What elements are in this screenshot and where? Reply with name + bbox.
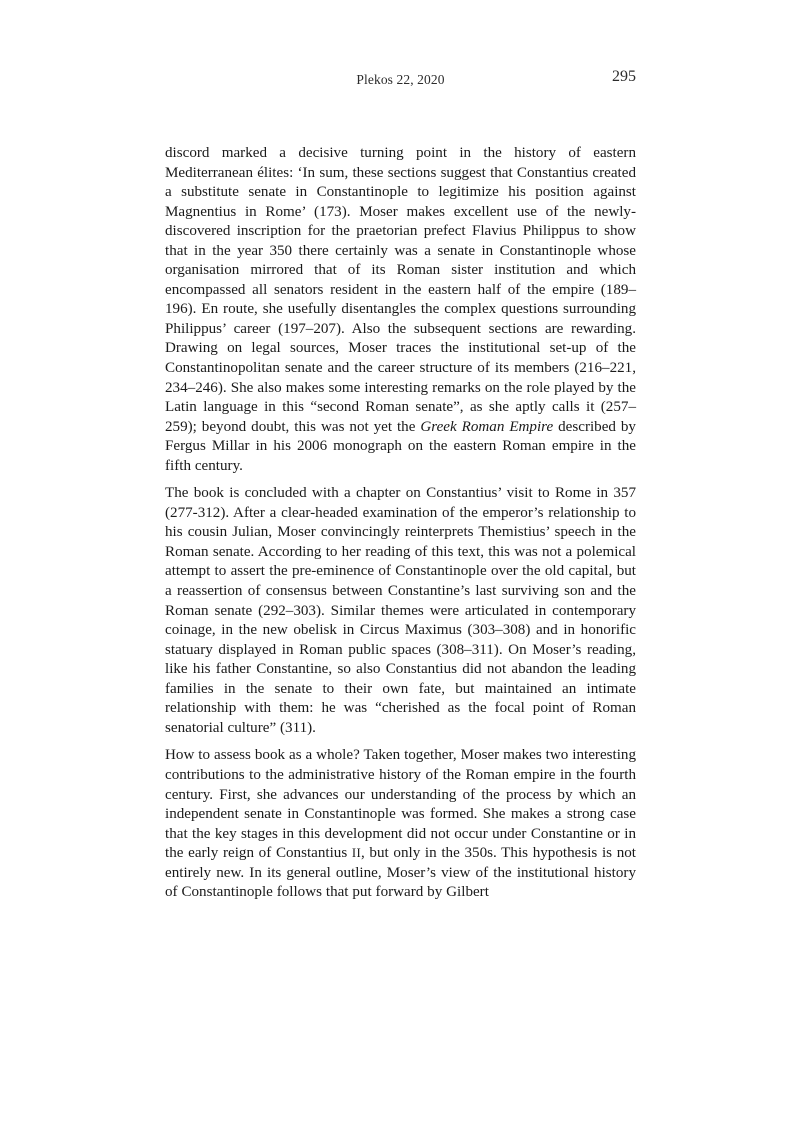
small-caps-numeral: II (351, 846, 361, 861)
para-3: How to assess book as a whole? Taken together, Moser makes two interesting contributions to the administrative history of the Roman empire in the fourth century. First, she advances our understanding of the process by which an independent senate in Constantinople was formed. She makes a strong case that the key stages in this development did not occur under Constantine or in the early reign of Constantius II, but only in the 350s. This hypothesis is not entirely new. In its general outline, Moser’s view of the institutional history of Constantinople follows that put forward by Gilbert (165, 747, 636, 901)
italic-title: Greek Roman Empire (420, 418, 554, 435)
para-1: discord marked a decisive turning point in the history of eastern Mediterranean élites: ‘In sum, these sections suggest that Constantius created a substitute senate in Constantinople to legitimize his position against Magnentius in Rome’ (173). Moser makes excellent use of the newly-discovered inscription for the praetorian prefect Flavius Philippus to show that in the year 350 there certainly was a senate in Constantinople whose organisation mirrored that of its Roman sister institution and which encompassed all senators resident in the eastern half of the empire (189–196). En route, she usefully disentangles the complex questions surrounding Philippus’ career (197–207). Also the subsequent sections are rewarding. Drawing on legal sources, Moser traces the institutional set-up of the Constantinopolitan senate and the career structure of its members (216–221, 234–246). She also makes some interesting remarks on the role played by the Latin language in this “second Roman senate”, as she aptly calls it (257–259); beyond doubt, this was not yet the Greek Roman Empire described by Fergus Millar in his 2006 monograph on the eastern Roman empire in the fifth century. (165, 145, 636, 474)
running-head (165, 68, 636, 92)
page-number: 295 (612, 68, 636, 85)
body-text-column (165, 144, 636, 903)
running-head-title: Plekos 22, 2020 (356, 72, 445, 87)
para-2: The book is concluded with a chapter on Constantius’ visit to Rome in 357 (277-312). After a clear-headed examination of the emperor’s relationship to his cousin Julian, Moser convincingly reinterprets Themistius’ speech in the Roman senate. According to her reading of this text, this was not a polemical attempt to assert the pre-eminence of Constantinople over the old capital, but a reassertion of consensus between Constantine’s last surviving son and the Roman senate (292–303). Similar themes were articulated in contemporary coinage, in the new obelisk in Circus Maximus (303–308) and in honorific statuary displayed in Roman public spaces (308–311). On Moser’s reading, like his father Constantine, so also Constantius did not abandon the leading families in the senate to their own fate, but maintained an intimate relationship with them: he was “cherished as the focal point of Roman senatorial culture” (311). (165, 485, 636, 736)
